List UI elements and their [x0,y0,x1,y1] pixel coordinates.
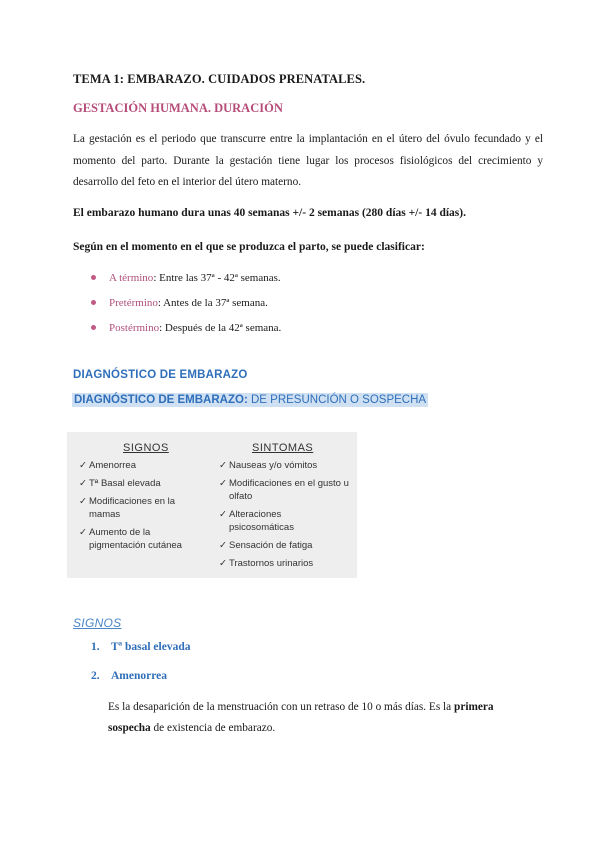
signos-column-list [79,459,207,557]
bullet-dot-icon [91,325,96,330]
check-icon: ✓ [79,478,87,489]
list-item [91,270,281,295]
gestacion-paragraph: La gestación es el periodo que transcurre entre la implantación en el útero del óvulo fecundado y el momento del parto. Durante la gestación tiene lugar los procesos fisiológicos del crecimiento y desarrollo del feto en el interior del útero materno. [73,133,543,188]
list-item: ✓ Trastornos urinarios [219,558,314,569]
check-icon: ✓ [219,509,227,520]
bullet-term: Postérmino [109,322,160,334]
bullet-dot-icon [91,300,96,305]
list-item: ✓ Modificaciones en la mamas [79,496,176,520]
bullet-text: : Antes de la 37ª semana. [157,297,268,309]
list-item: ✓ Amenorrea [79,460,136,471]
list-item: ✓ Tª Basal elevada [79,478,161,489]
list-item [91,320,281,345]
page-title: TEMA 1: EMBARAZO. CUIDADOS PRENATALES. [73,72,366,86]
list-item: ✓ Nauseas y/o vómitos [219,460,318,471]
list-item: ✓ Aumento de la pigmentación cutánea [79,527,182,551]
amenorrea-description: Es la desaparición de la menstruación con un retraso de 10 o más días. Es la primera sospecha de existencia de embarazo. [108,701,494,734]
check-icon: ✓ [219,540,227,551]
bullet-term: A término [109,272,154,284]
highlighted-subheading [72,393,428,407]
check-icon: ✓ [219,460,227,471]
bullet-text: : Entre las 37ª - 42ª semanas. [153,272,281,284]
check-icon: ✓ [219,478,227,489]
numbered-item [91,641,190,653]
check-icon: ✓ [79,527,87,538]
item-number: 1. [91,641,100,653]
bullet-text: : Después de la 42ª semana. [159,322,282,334]
section-heading-gestacion: GESTACIÓN HUMANA. DURACIÓN [73,101,283,115]
item-number: 2. [91,670,100,682]
list-item [91,295,281,320]
signs-symptoms-table [67,432,357,578]
subheading-rest: DE PRESUNCIÓN O SOSPECHA [247,394,427,406]
check-icon: ✓ [79,460,87,471]
duration-statement: El embarazo humano dura unas 40 semanas +/- 2 semanas (280 días +/- 14 días). [73,207,466,219]
item-label: Amenorrea [111,670,167,682]
list-item: ✓ Sensación de fatiga [219,540,313,551]
numbered-item [91,670,167,682]
bullet-dot-icon [91,275,96,280]
sintomas-column-title: SINTOMAS [252,442,314,454]
signos-link[interactable]: SIGNOS [73,616,122,630]
list-item: ✓ Modificaciones en el gusto u olfato [219,478,349,502]
section-heading-diagnostico: DIAGNÓSTICO DE EMBARAZO [73,369,248,381]
sintomas-column-list [219,459,349,575]
subheading-bold: DIAGNÓSTICO DE EMBARAZO: [74,394,248,406]
list-item: ✓ Alteraciones psicosomáticas [219,509,294,533]
check-icon: ✓ [219,558,227,569]
bullet-term: Pretérmino [109,297,158,309]
signos-column-title: SIGNOS [123,442,169,454]
check-icon: ✓ [79,496,87,507]
classification-list [91,270,281,345]
item-label: Tª basal elevada [111,641,191,653]
classify-statement: Según en el momento en el que se produzca el parto, se puede clasificar: [73,241,425,253]
emphasis: primera sospecha [108,701,494,734]
